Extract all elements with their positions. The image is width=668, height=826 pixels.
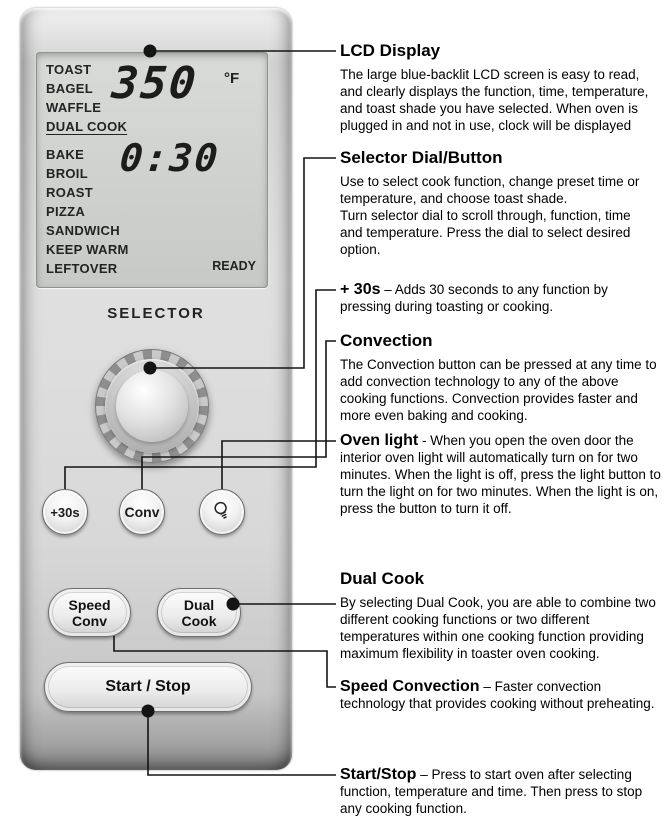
annotation-selector-body1: Use to select cook function, change preset time or temperature, and choose toast shade. (340, 174, 640, 206)
start-stop-button[interactable]: Start / Stop (44, 662, 252, 712)
selector-dial-dome (116, 370, 188, 442)
annotation-start-stop (340, 766, 652, 817)
oven-light-button[interactable] (199, 489, 245, 535)
lcd-function-bake: BAKE (46, 147, 85, 162)
annotation-dual-cook-title: Dual Cook (340, 569, 425, 588)
lcd-temperature-unit: °F (224, 70, 240, 87)
lcd-function-pizza: PIZZA (46, 204, 86, 219)
lcd-function-keep-warm: KEEP WARM (46, 242, 129, 257)
selector-dial-ring (105, 359, 199, 453)
annotation-speed-convection-body: – Faster convection technology that provides cooking without preheating. (340, 679, 655, 711)
convection-button[interactable]: Conv (119, 489, 165, 535)
annotation-convection-body: The Convection button can be pressed at any time to add convection technology to any of the above cooking functions. Convection provides faster and more even baking and cooking. (340, 357, 657, 423)
annotation-convection (340, 331, 662, 424)
lcd-temperature: 350 (109, 58, 200, 109)
lcd-function-bagel: BAGEL (46, 81, 93, 96)
annotation-dual-cook-body: By selecting Dual Cook, you are able to combine two different cooking functions or two different temperatures within one cooking function providing maximum flexibility in toaster oven cooking. (340, 595, 656, 661)
annotation-start-stop-title: Start/Stop (340, 766, 417, 783)
annotation-plus-30s-title: + 30s (340, 281, 381, 298)
speed-convection-button[interactable] (48, 588, 131, 637)
speed-conv-label-line1: Speed (68, 596, 111, 613)
annotation-selector-body2: Turn selector dial to scroll through, function, time and temperature. Press the dial to select desired option. (340, 208, 631, 257)
lcd-function-broil: BROIL (46, 166, 88, 181)
annotation-speed-convection-title: Speed Convection (340, 678, 480, 695)
annotation-plus-30s (340, 281, 660, 315)
annotation-oven-light (340, 432, 665, 517)
lcd-status-ready: READY (212, 259, 256, 273)
selector-label: SELECTOR (107, 305, 205, 322)
annotation-selector-dial (340, 148, 642, 258)
control-panel (20, 8, 292, 770)
annotation-oven-light-title: Oven light (340, 432, 419, 449)
annotation-oven-light-body: - When you open the oven door the interior oven light will automatically turn on for two minutes. When the light is off, press the light button to turn the light on for two minutes. When the light is on, press the button to turn it off. (340, 433, 661, 516)
light-bulb-icon (209, 498, 235, 527)
annotation-lcd-title: LCD Display (340, 41, 441, 60)
annotation-lcd-display (340, 41, 662, 134)
dual-cook-label-line1: Dual (183, 596, 215, 613)
annotation-selector-title: Selector Dial/Button (340, 148, 503, 167)
dual-cook-label-line2: Cook (181, 612, 217, 629)
lcd-display (36, 52, 268, 288)
lcd-function-leftover: LEFTOVER (46, 261, 118, 276)
lcd-function-roast: ROAST (46, 185, 93, 200)
annotation-lcd-body: The large blue-backlit LCD screen is easy to read, and clearly displays the function, time, temperature, and toast shade you have selected. When oven is plugged in and not in use, clock will be displayed (340, 67, 649, 133)
lcd-function-sandwich: SANDWICH (46, 223, 120, 238)
dual-cook-button[interactable] (157, 588, 241, 637)
selector-dial[interactable] (95, 349, 209, 463)
annotation-dual-cook (340, 569, 662, 662)
plus-30s-button[interactable]: +30s (42, 489, 88, 535)
lcd-function-toast: TOAST (46, 62, 92, 77)
annotation-start-stop-body: – Press to start oven after selecting function, temperature and time. Then press to stop any cooking function. (340, 767, 643, 816)
lcd-function-waffle: WAFFLE (46, 100, 102, 115)
annotation-plus-30s-body: – Adds 30 seconds to any function by pressing during toasting or cooking. (340, 282, 608, 314)
lcd-function-dual-cook: DUAL COOK (46, 119, 128, 134)
annotation-speed-convection (340, 678, 662, 712)
speed-conv-label-line2: Conv (72, 612, 107, 629)
annotation-convection-title: Convection (340, 331, 433, 350)
lcd-time: 0:30 (118, 136, 222, 180)
